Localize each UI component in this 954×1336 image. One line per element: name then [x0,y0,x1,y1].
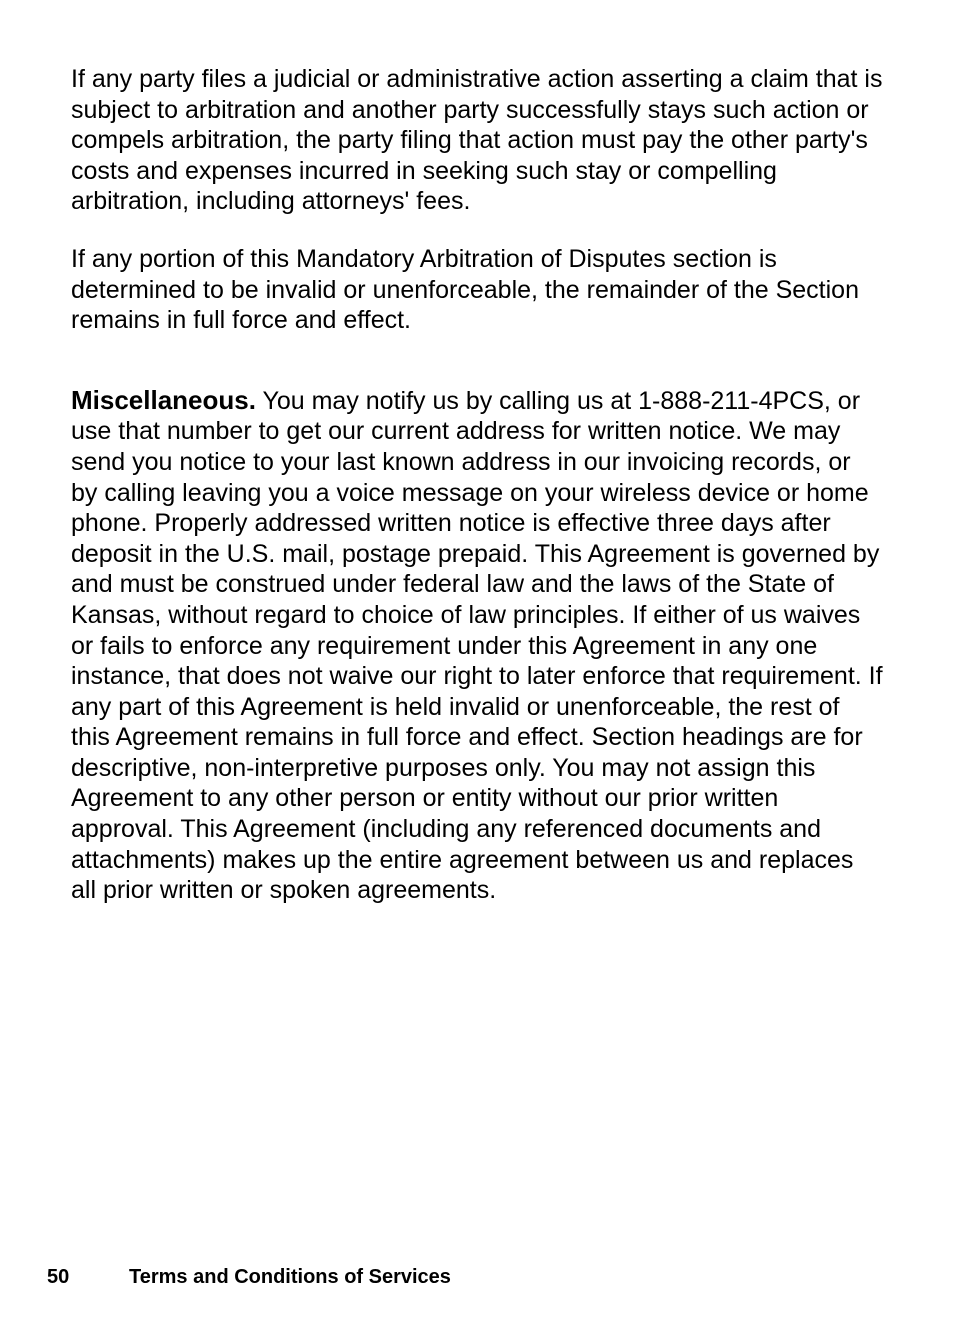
paragraph-severability: If any portion of this Mandatory Arbitration of Disputes section is determined to be invalid or unenforceable, the remainder of the Section remains in full force and effect. [71,244,859,335]
paragraph-miscellaneous [71,385,883,906]
footer-section-title: Terms and Conditions of Services [129,1266,451,1288]
paragraph-arbitration-costs: If any party files a judicial or administrative action asserting a claim that is subject to arbitration and another party successfully stays such action or compels arbitration, the party filing that action must pay the other party's costs and expenses incurred in seeking such stay or compelling arbitration, including attorneys' fees. [71,65,883,216]
miscellaneous-heading: Miscellaneous. [71,384,256,415]
page-footer [47,1266,451,1289]
page-number: 50 [47,1266,70,1288]
document-body [71,64,883,906]
miscellaneous-body: You may notify us by calling us at 1-888-211-4PCS, or use that number to get our current address for written notice. We may send you notice to your last known address in our invoicing records, or by calling leaving you a voice message on your wireless device or home phone. Properly addressed written notice is effective three days after deposit in the U.S. mail, postage prepaid. This Agreement is governed by and must be construed under federal law and the laws of the State of Kansas, without regard to choice of law principles. If either of us waives or fails to enforce any requirement under this Agreement in any one instance, that does not waive our right to later enforce that requirement. If any part of this Agreement is held invalid or unenforceable, the rest of this Agreement remains in full force and effect. Section headings are for descriptive, non-interpretive purposes only. You may not assign this Agreement to any other person or entity without our prior written approval. This Agreement (including any referenced documents and attachments) makes up the entire agreement between us and replaces all prior written or spoken agreements. [71,386,883,905]
